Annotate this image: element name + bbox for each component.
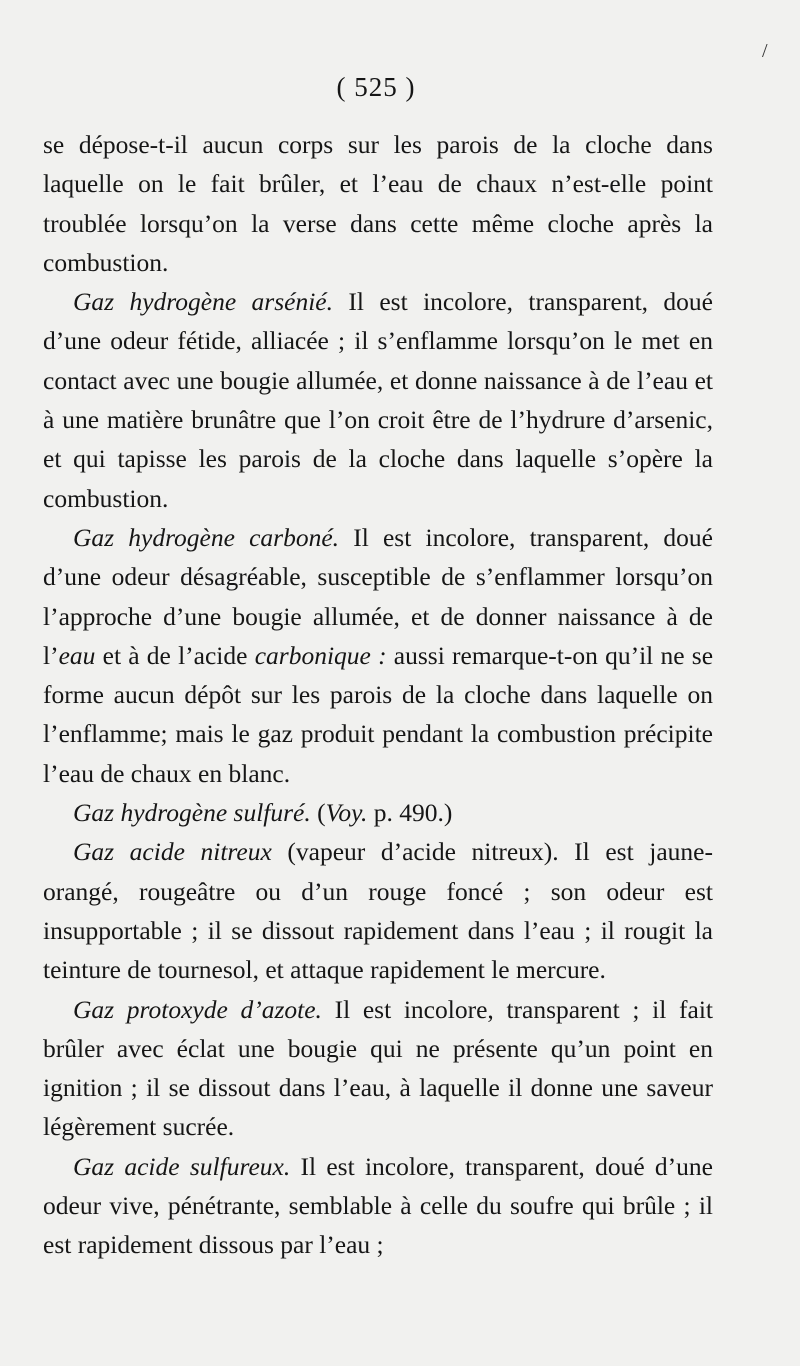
italic-term: carbonique : xyxy=(254,640,387,670)
italic-term: Voy. xyxy=(325,798,368,828)
paragraph-text: p. 490.) xyxy=(367,798,453,828)
paragraph-text: Il est incolore, transparent, doué d’une odeur désagréable, susceptible de s’enflammer lorsqu’on l’approche d’une bougie allumée, et de donner naissance à de l’ xyxy=(43,522,713,670)
body-text xyxy=(43,125,713,1265)
paragraph-text: Il est incolore, transparent, doué d’une odeur vive, pénétrante, semblable à celle du soufre qui brûle ; il est rapidement dissous par l’eau ; xyxy=(43,1151,713,1260)
entry-heading: Gaz hydrogène arsénié. xyxy=(73,287,333,317)
paragraph-nitreux xyxy=(43,832,713,989)
paragraph-continuation xyxy=(43,125,713,282)
entry-heading: Gaz hydrogène sulfuré. xyxy=(73,798,311,828)
paragraph-text: se dépose-t-il aucun corps sur les parois de la cloche dans laquelle on le fait brûler, et l’eau de chaux n’est-elle point troublée lorsqu’on la verse dans cette même cloche après la combustion. xyxy=(43,130,713,277)
paragraph-sulfureux xyxy=(43,1147,713,1265)
paragraph-sulfure xyxy=(43,793,713,832)
entry-heading: Gaz acide nitreux xyxy=(73,837,272,867)
paragraph-text: aussi remarque-t-on qu’il ne se forme aucun dépôt sur les parois de la cloche dans laquelle on l’enflamme; mais le gaz produit pendant la combustion précipite l’eau de chaux en blanc. xyxy=(43,640,714,788)
paragraph-carbone xyxy=(43,518,713,793)
paragraph-text: Il est incolore, transparent ; il fait brûler avec éclat une bougie qui ne présente qu’un point en ignition ; il se dissout dans l’eau, à laquelle il donne une saveur légèrement sucrée. xyxy=(43,994,713,1142)
edge-mark: / xyxy=(762,40,768,62)
entry-heading: Gaz protoxyde d’azote. xyxy=(73,994,322,1024)
paragraph-protoxyde xyxy=(43,990,713,1147)
entry-heading: Gaz acide sulfureux. xyxy=(73,1151,291,1181)
paragraph-text: (vapeur d’acide nitreux). Il est jaune-orangé, rougeâtre ou d’un rouge foncé ; son odeur est insupportable ; il se dissout rapidement dans l’eau ; il rougit la teinture de tournesol, et attaque rapidement le mercure. xyxy=(43,837,713,985)
paragraph-text: ( xyxy=(310,798,326,828)
paragraph-text: et à de l’acide xyxy=(95,640,255,670)
paragraph-text: Il est incolore, transparent, doué d’une odeur fétide, alliacée ; il s’enflamme lorsqu’on le met en contact avec une bougie allumée, et donne naissance à de l’eau et à une matière brunâtre que l’on croit être de l’hydrure d’arsenic, et qui tapisse les parois de la cloche dans laquelle s’opère la combustion. xyxy=(43,287,713,513)
entry-heading: Gaz hydrogène carboné. xyxy=(73,522,340,552)
page-number: ( 525 ) xyxy=(336,72,416,102)
paragraph-arsenie xyxy=(43,282,713,518)
italic-term: eau xyxy=(58,640,96,670)
